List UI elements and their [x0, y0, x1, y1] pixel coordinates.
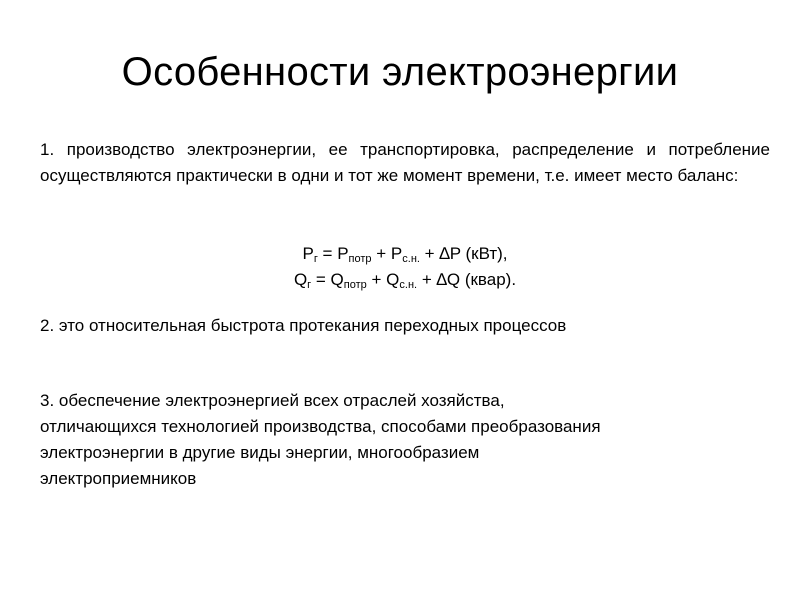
active-power-formula	[40, 241, 770, 267]
point-3-line: электроприемников	[40, 469, 197, 488]
formula-p-eq: = P	[317, 244, 349, 263]
formula-p-lhs-sub: г	[313, 253, 318, 265]
formula-q-plus: + Q	[366, 270, 400, 289]
formula-q-eq: = Q	[311, 270, 344, 289]
reactive-power-formula	[40, 267, 770, 293]
point-2-text: 2. это относительная быстрота протекания переходных процессов	[40, 316, 567, 335]
formula-p-plus: + P	[371, 244, 403, 263]
balance-formulas	[40, 241, 770, 293]
formula-q-rest: + ∆Q (квар).	[417, 270, 517, 289]
formula-q-lhs: Q	[293, 270, 308, 289]
formula-q-t1-sub: потр	[343, 279, 367, 291]
point-3-line: отличающихся технологией производства, способами преобразования	[40, 417, 601, 436]
formula-p-t2-sub: с.н.	[402, 253, 420, 265]
point-3-line: электроэнергии в другие виды энергии, многообразием	[40, 443, 480, 462]
point-1-text: 1. производство электроэнергии, ее транспортировка, распределение и потребление осуществляются практически в одни и тот же момент времени, т.е. имеет место баланс:	[40, 140, 770, 185]
formula-q-t2-sub: с.н.	[399, 279, 418, 291]
point-3-text	[40, 388, 770, 492]
formula-p-rest: + ∆P (кВт),	[419, 244, 508, 263]
formula-p-lhs: P	[302, 244, 314, 263]
formula-q-lhs-sub: г	[307, 279, 312, 291]
slide-title: Особенности электроэнергии	[121, 50, 679, 94]
point-3-line: 3. обеспечение электроэнергией всех отраслей хозяйства,	[40, 391, 505, 410]
formula-p-t1-sub: потр	[348, 253, 372, 265]
